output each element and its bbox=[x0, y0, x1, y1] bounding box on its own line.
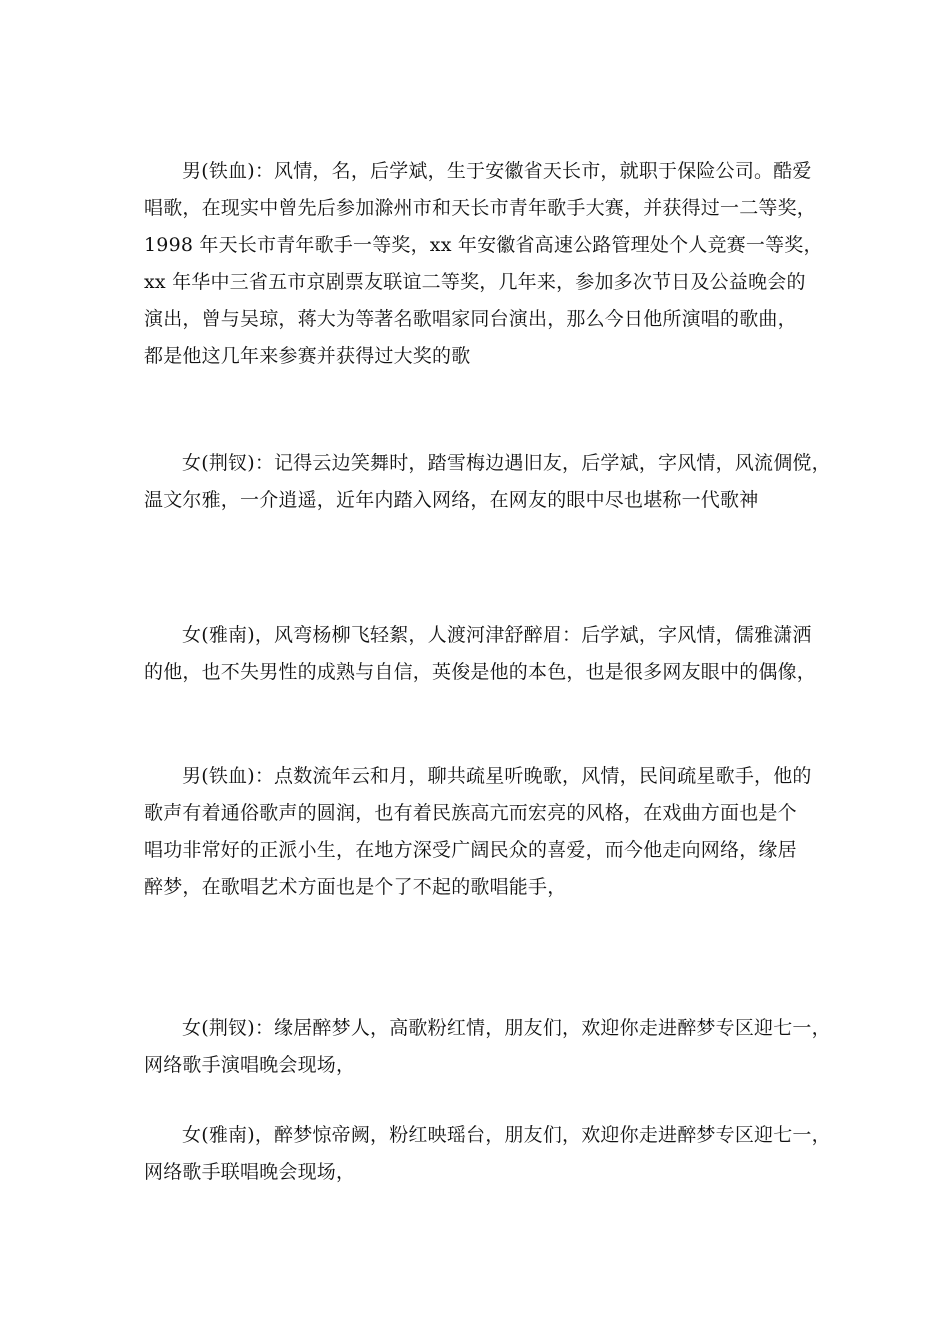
text-line: 男(铁血)：风情，名，后学斌，生于安徽省天长市，就职于保险公司。酷爱 bbox=[182, 160, 812, 182]
text-line: 歌声有着通俗歌声的圆润，也有着民族高亢而宏亮的风格，在戏曲方面也是个 bbox=[144, 802, 797, 824]
paragraph-male-tiexue-2 bbox=[144, 758, 824, 906]
text-line: 都是他这几年来参赛并获得过大奖的歌 bbox=[144, 345, 471, 367]
paragraph-female-jingchai-1 bbox=[144, 445, 831, 519]
text-line: 演出，曾与吴琼，蒋大为等著名歌唱家同台演出，那么今日他所演唱的歌曲， bbox=[144, 308, 797, 330]
paragraph-female-jingchai-2 bbox=[144, 1010, 831, 1084]
text-line: 网络歌手演唱晚会现场， bbox=[144, 1054, 356, 1076]
paragraph-male-tiexue-intro bbox=[144, 153, 824, 375]
text-line: 女(荆钗)：缘居醉梦人，高歌粉红情，朋友们，欢迎你走进醉梦专区迎七一， bbox=[182, 1017, 831, 1039]
text-line: 网络歌手联唱晚会现场， bbox=[144, 1161, 356, 1183]
text-line: xx 年华中三省五市京剧票友联谊二等奖，几年来，参加多次节日及公益晚会的 bbox=[144, 271, 806, 293]
text-line: 温文尔雅，一介逍遥，近年内踏入网络，在网友的眼中尽也堪称一代歌神 bbox=[144, 489, 759, 511]
text-line: 1998 年天长市青年歌手一等奖，xx 年安徽省高速公路管理处个人竞赛一等奖， bbox=[144, 234, 823, 256]
text-line: 唱歌，在现实中曾先后参加滁州市和天长市青年歌手大赛，并获得过一二等奖， bbox=[144, 197, 817, 219]
text-line: 醉梦，在歌唱艺术方面也是个了不起的歌唱能手， bbox=[144, 876, 567, 898]
paragraph-female-yanan-2 bbox=[144, 1117, 831, 1191]
text-line: 女(雅南)，风弯杨柳飞轻絮，人渡河津舒醉眉：后学斌，字风情，儒雅潇洒 bbox=[182, 624, 812, 646]
text-line: 的他，也不失男性的成熟与自信，英俊是他的本色，也是很多网友眼中的偶像， bbox=[144, 661, 817, 683]
text-line: 男(铁血)：点数流年云和月，聊共疏星听晚歌，风情，民间疏星歌手，他的 bbox=[182, 765, 812, 787]
paragraph-female-yanan-1 bbox=[144, 617, 824, 691]
text-line: 唱功非常好的正派小生，在地方深受广阔民众的喜爱，而今他走向网络，缘居 bbox=[144, 839, 797, 861]
text-line: 女(雅南)，醉梦惊帝阙，粉红映瑶台，朋友们，欢迎你走进醉梦专区迎七一， bbox=[182, 1124, 831, 1146]
text-line: 女(荆钗)：记得云边笑舞时，踏雪梅边遇旧友，后学斌，字风情，风流倜傥， bbox=[182, 452, 831, 474]
